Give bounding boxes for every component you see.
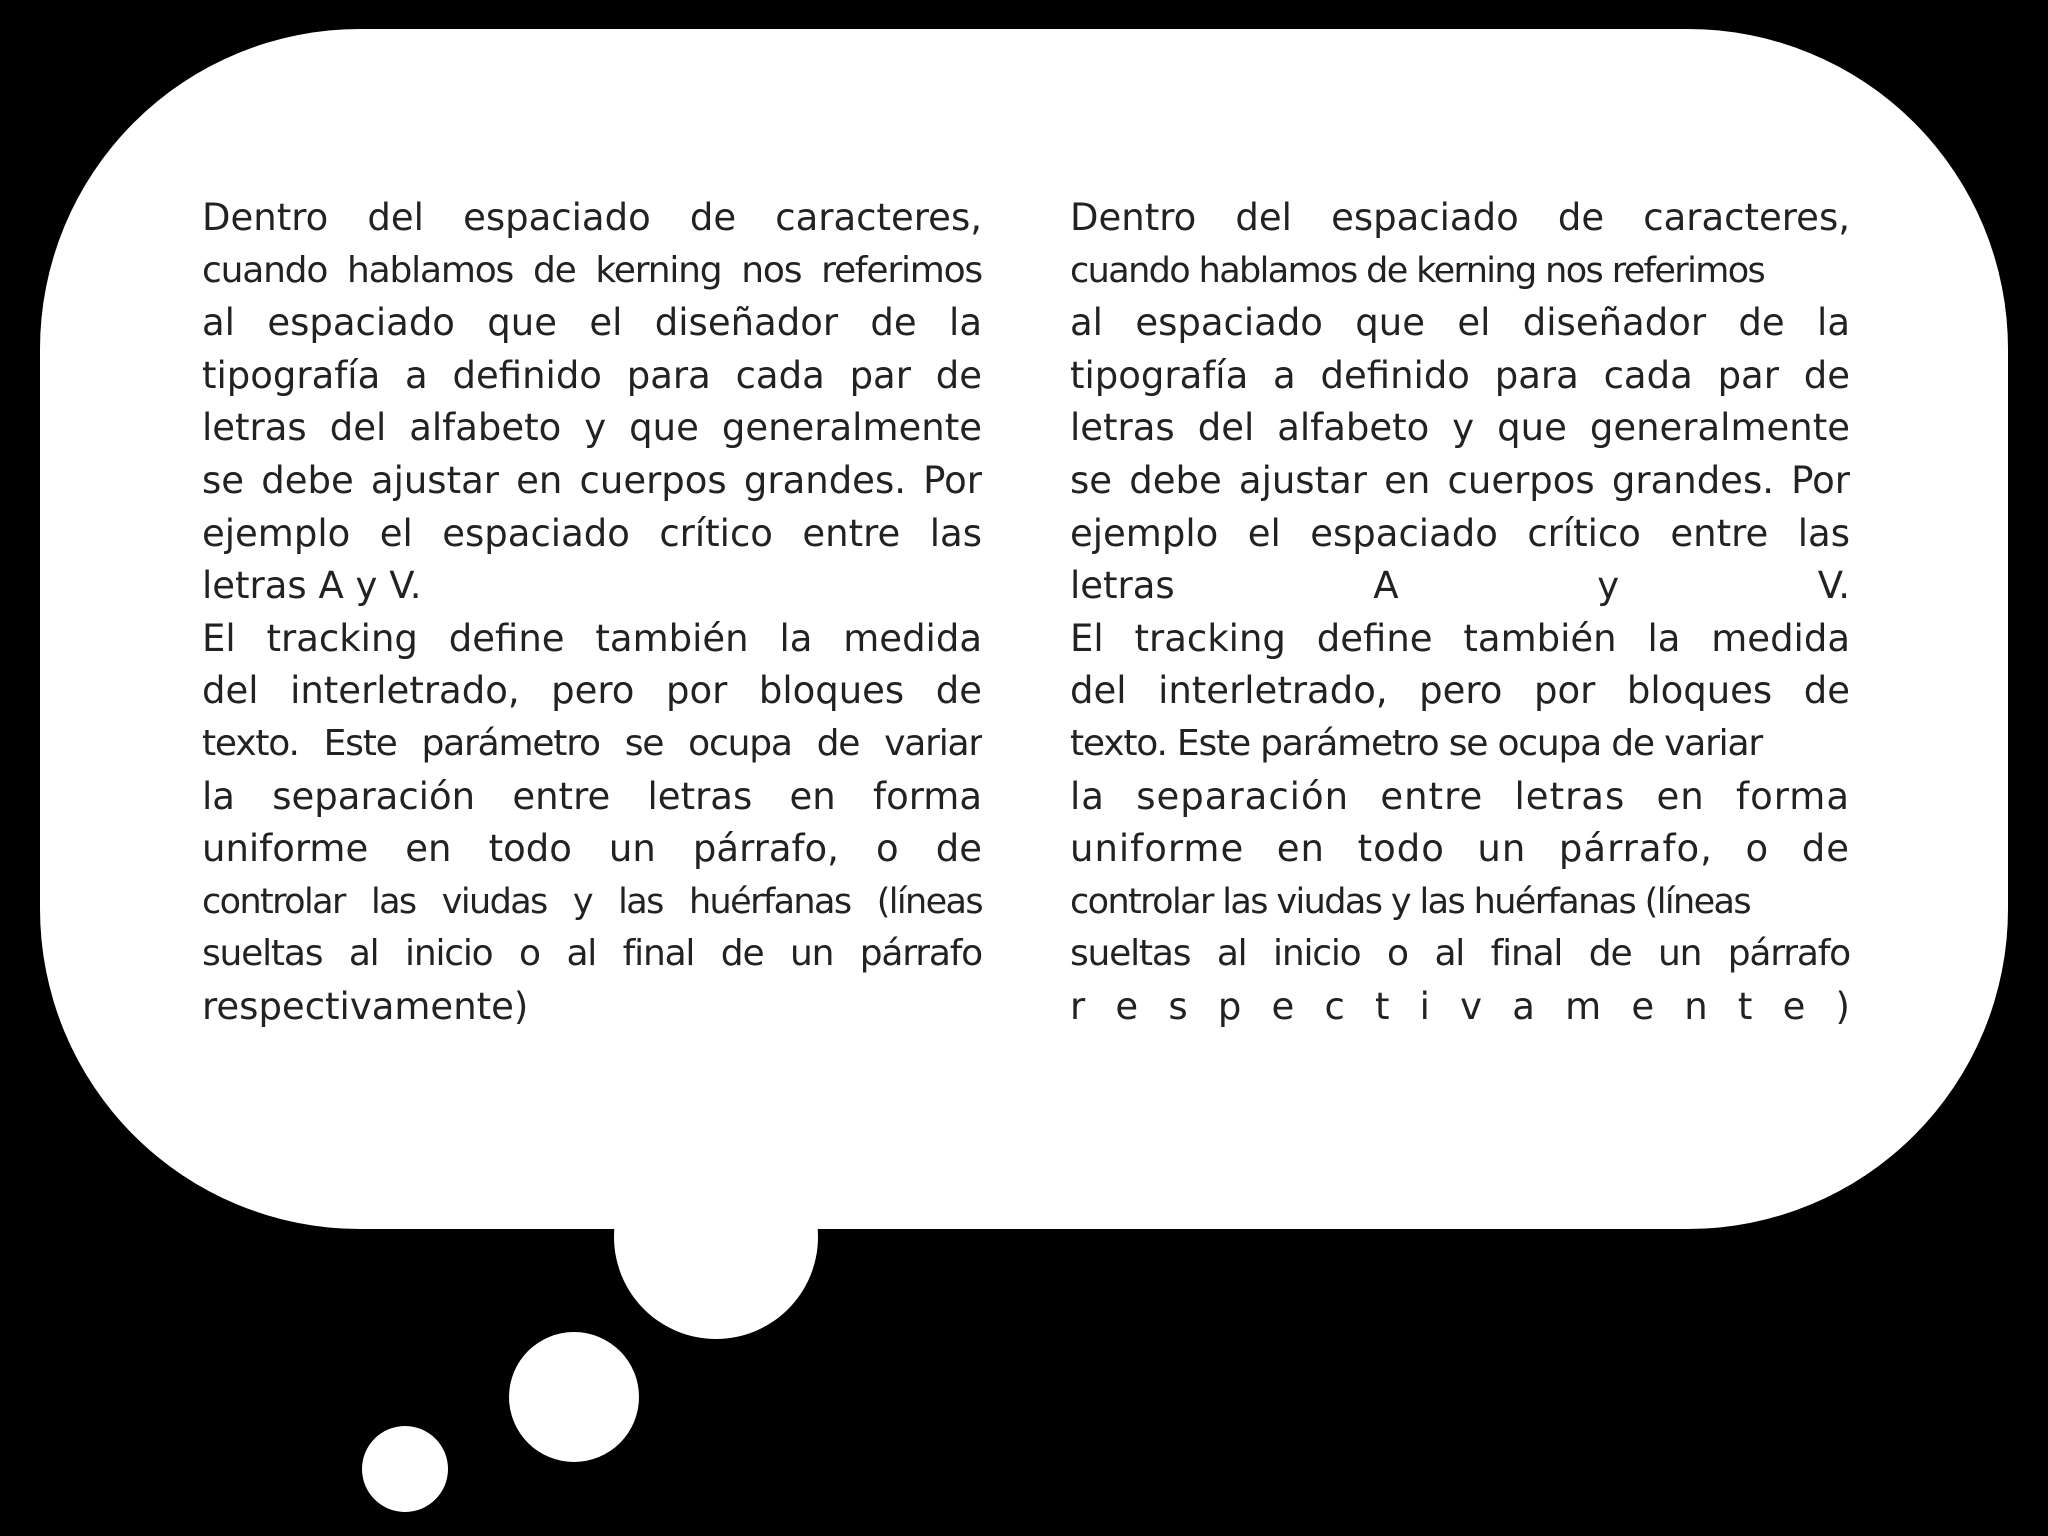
text-line: respectivamente) — [202, 984, 529, 1028]
text-line: El tracking define también la medida — [1070, 616, 1850, 660]
text-line: letras A y V. — [1070, 564, 1850, 608]
text-line: se debe ajustar en cuerpos grandes. Por — [202, 458, 982, 502]
bubble-tail-dot-small — [362, 1426, 448, 1512]
text-line: El tracking define también la medida — [202, 616, 982, 660]
bubble-tail-dot-large — [614, 1135, 818, 1339]
text-line: cuando hablamos de kerning nos referimos — [202, 249, 982, 291]
text-line: sueltas al inicio o al final de un párrafo — [1070, 933, 1850, 975]
text-line: la separación entre letras en forma — [1070, 774, 1850, 818]
text-line: letras A y V. — [202, 564, 422, 608]
text-line: texto. Este parámetro se ocupa de variar — [1070, 722, 1762, 764]
text-line: uniforme en todo un párrafo, o de — [1070, 827, 1850, 871]
text-line: uniforme en todo un párrafo, o de — [202, 827, 982, 871]
left-text-column — [202, 192, 982, 1034]
text-line: cuando hablamos de kerning nos referimos — [1070, 250, 1765, 291]
right-text-column — [1070, 192, 1850, 1034]
text-line: sueltas al inicio o al final de un párrafo — [202, 933, 982, 975]
text-line: letras del alfabeto y que generalmente — [1070, 406, 1850, 450]
bubble-tail-dot-medium — [509, 1332, 639, 1462]
text-line: al espaciado que el diseñador de la — [1070, 301, 1850, 345]
text-line: Dentro del espaciado de caracteres, — [202, 196, 982, 239]
text-line: controlar las viudas y las huérfanas (líneas — [1070, 881, 1750, 922]
text-line: del interletrado, pero por bloques de — [1070, 669, 1850, 713]
text-line: letras del alfabeto y que generalmente — [202, 406, 982, 450]
text-line: tipografía a definido para cada par de — [202, 353, 982, 397]
text-line: ejemplo el espaciado crítico entre las — [202, 511, 982, 555]
text-line: del interletrado, pero por bloques de — [202, 669, 982, 713]
text-line: controlar las viudas y las huérfanas (líneas — [202, 881, 982, 922]
text-line: al espaciado que el diseñador de la — [202, 301, 982, 345]
text-line: Dentro del espaciado de caracteres, — [1070, 196, 1850, 239]
text-line: r e s p e c t i v a m e n t e ) — [1070, 984, 1850, 1028]
text-line: tipografía a definido para cada par de — [1070, 353, 1850, 397]
text-line: texto. Este parámetro se ocupa de variar — [202, 722, 982, 764]
text-line: ejemplo el espaciado crítico entre las — [1070, 511, 1850, 555]
text-line: la separación entre letras en forma — [202, 774, 982, 818]
text-line: se debe ajustar en cuerpos grandes. Por — [1070, 458, 1850, 502]
